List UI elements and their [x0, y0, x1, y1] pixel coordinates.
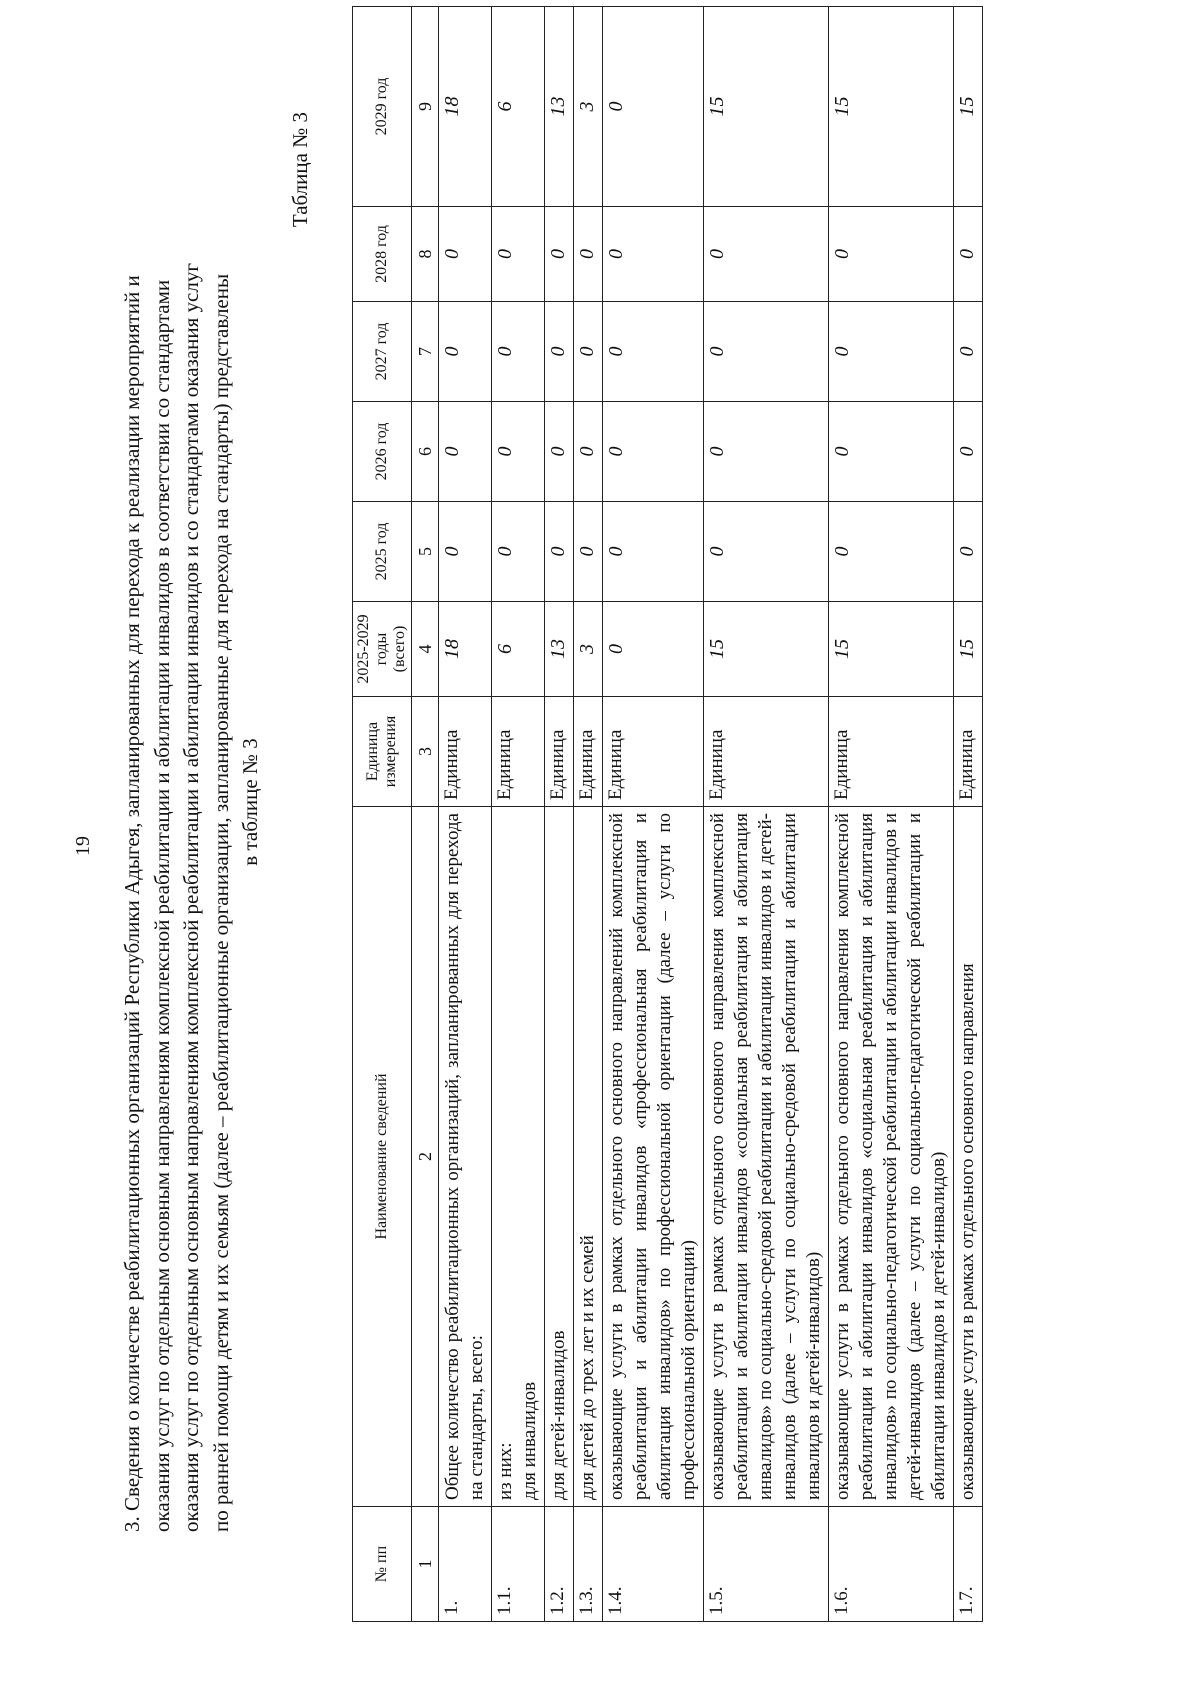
- row-unit: Единица: [439, 697, 492, 807]
- row-unit: Единица: [954, 697, 983, 807]
- row-name-cell: [492, 807, 545, 1507]
- row-value-y2026: 0: [492, 402, 545, 502]
- row-value-y2027: 0: [603, 302, 704, 402]
- header-total: 2025-2029 годы (всего): [353, 602, 412, 697]
- row-name-cell: [545, 807, 574, 1507]
- row-value-y2027: 0: [574, 302, 603, 402]
- row-name-cell: [704, 807, 829, 1507]
- row-value-y2027: 0: [954, 302, 983, 402]
- row-value-y2025: 0: [603, 502, 704, 602]
- row-value-y2029: 3: [574, 7, 603, 207]
- column-number: 1: [412, 1507, 439, 1622]
- row-value-y2028: 0: [439, 207, 492, 302]
- row-value-y2025: 0: [574, 502, 603, 602]
- header-2029: 2029 год: [353, 7, 412, 207]
- page-number: 19: [72, 836, 94, 856]
- column-number-row: [412, 7, 439, 1622]
- row-unit: Единица: [492, 697, 545, 807]
- row-name: Общее количество реабилитационных организаций, запланированных для перехода на стандарты, всего:: [442, 813, 487, 1500]
- table-row: [829, 7, 954, 1622]
- column-number: 3: [412, 697, 439, 807]
- row-value-total: 15: [954, 602, 983, 697]
- row-name: для инвалидов: [519, 1381, 540, 1500]
- row-value-y2029: 18: [439, 7, 492, 207]
- row-value-y2026: 0: [954, 402, 983, 502]
- row-value-y2026: 0: [603, 402, 704, 502]
- row-value-y2029: 15: [954, 7, 983, 207]
- intro-line: по ранней помощи детям и их семьям (далее – реабилитационные организации, запланированные для перехода на стандарты) представлены: [208, 273, 233, 1532]
- row-name-cell: [574, 807, 603, 1507]
- row-number: 1.6.: [829, 1507, 954, 1622]
- row-value-y2029: 0: [603, 7, 704, 207]
- row-name: для детей до трех лет и их семей: [577, 1235, 598, 1500]
- row-value-y2028: 0: [704, 207, 829, 302]
- row-unit: Единица: [704, 697, 829, 807]
- row-name: оказывающие услуги в рамках отдельного основного направления: [957, 963, 978, 1500]
- row-value-y2028: 0: [954, 207, 983, 302]
- row-name-cell: [603, 807, 704, 1507]
- table-row: [704, 7, 829, 1622]
- row-unit: Единица: [829, 697, 954, 807]
- row-value-total: 3: [574, 602, 603, 697]
- row-value-y2026: 0: [545, 402, 574, 502]
- row-value-y2025: 0: [492, 502, 545, 602]
- column-number: 5: [412, 502, 439, 602]
- row-number: 1.5.: [704, 1507, 829, 1622]
- row-name-prefix: из них:: [495, 1442, 516, 1500]
- intro-paragraph: [118, 72, 266, 1532]
- row-value-y2028: 0: [574, 207, 603, 302]
- row-number: 1.3.: [574, 1507, 603, 1622]
- row-name: оказывающие услуги в рамках отдельного основного направления комплексной реабилитации и абилитации инвалидов «социальная реабилитация и абилитация инвалидов» по социально-педагогической реабилитации и абилитации инвалидов и детей-инвалидов (далее – услуги по социально-педагогической реабилитации и абилитации инвалидов и детей-инвалидов): [832, 813, 949, 1500]
- column-number: 4: [412, 602, 439, 697]
- row-value-y2026: 0: [439, 402, 492, 502]
- row-value-y2029: 13: [545, 7, 574, 207]
- row-value-y2027: 0: [439, 302, 492, 402]
- intro-line: в таблице № 3: [238, 738, 262, 866]
- row-number: 1.: [439, 1507, 492, 1622]
- intro-line: оказания услуг по отдельным основным направлениям комплексной реабилитации и абилитации инвалидов и со стандартами оказания услуг: [179, 263, 203, 1532]
- header-nn: № пп: [353, 1507, 412, 1622]
- header-2026: 2026 год: [353, 402, 412, 502]
- table-row: [603, 7, 704, 1622]
- row-value-total: 13: [545, 602, 574, 697]
- row-value-y2029: 15: [704, 7, 829, 207]
- table-row: [545, 7, 574, 1622]
- header-2028: 2028 год: [353, 207, 412, 302]
- row-number: 1.4.: [603, 1507, 704, 1622]
- column-number: 8: [412, 207, 439, 302]
- row-value-y2029: 6: [492, 7, 545, 207]
- table-body: [439, 7, 983, 1622]
- table-row: [574, 7, 603, 1622]
- row-value-y2025: 0: [545, 502, 574, 602]
- row-value-total: 15: [704, 602, 829, 697]
- row-name-cell: [954, 807, 983, 1507]
- row-value-y2026: 0: [829, 402, 954, 502]
- column-number: 7: [412, 302, 439, 402]
- intro-line: оказания услуг по отдельным основным направлениям комплексной реабилитации и абилитации инвалидов в соответствии со стандартами: [149, 279, 174, 1532]
- row-value-y2025: 0: [954, 502, 983, 602]
- row-name-cell: [439, 807, 492, 1507]
- row-value-y2028: 0: [829, 207, 954, 302]
- row-value-y2028: 0: [492, 207, 545, 302]
- row-value-y2027: 0: [545, 302, 574, 402]
- header-row: [353, 7, 412, 1622]
- row-name: для детей-инвалидов: [548, 1330, 569, 1500]
- row-value-total: 6: [492, 602, 545, 697]
- row-name-cell: [829, 807, 954, 1507]
- row-value-y2026: 0: [574, 402, 603, 502]
- header-2025: 2025 год: [353, 502, 412, 602]
- row-value-total: 0: [603, 602, 704, 697]
- row-value-y2026: 0: [704, 402, 829, 502]
- row-value-y2027: 0: [829, 302, 954, 402]
- row-unit: Единица: [545, 697, 574, 807]
- table-row: [492, 7, 545, 1622]
- intro-line: 3. Сведения о количестве реабилитационных организаций Республики Адыгея, запланированных для перехода к реализации мероприятий и: [120, 275, 144, 1532]
- row-value-y2025: 0: [704, 502, 829, 602]
- table-caption: Таблица № 3: [288, 112, 312, 228]
- row-value-y2028: 0: [545, 207, 574, 302]
- row-value-y2028: 0: [603, 207, 704, 302]
- row-number: 1.2.: [545, 1507, 574, 1622]
- header-2027: 2027 год: [353, 302, 412, 402]
- column-number: 2: [412, 807, 439, 1507]
- column-number: 9: [412, 7, 439, 207]
- row-value-y2025: 0: [439, 502, 492, 602]
- table-row: [954, 7, 983, 1622]
- header-unit: Единица измерения: [353, 697, 412, 807]
- row-name: оказывающие услуги в рамках отдельного основного направлений комплексной реабилитации и абилитации инвалидов «профессиональная реабилитация и абилитация инвалидов» по профессиональной ориентации (далее – услуги по профессиональной ориентации): [606, 813, 699, 1500]
- data-table: [352, 6, 983, 1622]
- column-number: 6: [412, 402, 439, 502]
- row-name: оказывающие услуги в рамках отдельного основного направления комплексной реабилитации и абилитации инвалидов «социальная реабилитация и абилитация инвалидов» по социально-средовой реабилитации и абилитации инвалидов и детей-инвалидов (далее – услуги по социально-средовой реабилитации и абилитации инвалидов и детей-инвалидов): [707, 813, 824, 1500]
- row-value-total: 15: [829, 602, 954, 697]
- row-value-total: 18: [439, 602, 492, 697]
- row-value-y2029: 15: [829, 7, 954, 207]
- row-value-y2027: 0: [492, 302, 545, 402]
- row-unit: Единица: [574, 697, 603, 807]
- row-unit: Единица: [603, 697, 704, 807]
- row-number: 1.7.: [954, 1507, 983, 1622]
- row-number: 1.1.: [492, 1507, 545, 1622]
- table-row: [439, 7, 492, 1622]
- row-value-y2025: 0: [829, 502, 954, 602]
- row-value-y2027: 0: [704, 302, 829, 402]
- header-name: Наименование сведений: [353, 807, 412, 1507]
